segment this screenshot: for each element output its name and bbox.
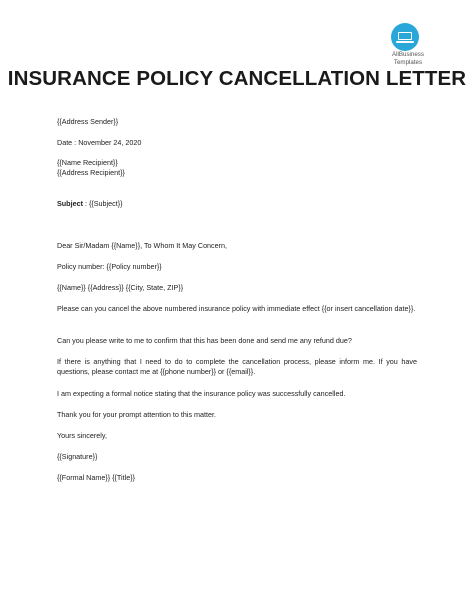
subject-line xyxy=(57,199,123,209)
policy-number: Policy number: {{Policy number}} xyxy=(57,262,162,271)
logo-line-1: AllBusiness xyxy=(392,51,424,58)
signature: {{Signature}} xyxy=(57,452,98,461)
subject-value: : {{Subject}} xyxy=(82,199,123,208)
paragraph-cancel: Please can you cancel the above numbered insurance policy with immediate effect {{or insert cancellation date}}. xyxy=(57,304,416,313)
document-title: INSURANCE POLICY CANCELLATION LETTER xyxy=(7,67,467,90)
name-address-line: {{Name}} {{Address}} {{City, State, ZIP}} xyxy=(57,283,184,292)
paragraph-expect: I am expecting a formal notice stating that the insurance policy was successfully cancelled. xyxy=(57,389,346,398)
logo-line-2: Templates xyxy=(393,58,423,66)
paragraph-anything: If there is anything that I need to do to complete the cancellation process, please inform me. If you have questions, please contact me at {{phone number}} or {{email}}. xyxy=(57,357,417,376)
logo-text xyxy=(384,51,432,66)
formal-name-title: {{Formal Name}} {{Title}} xyxy=(57,473,136,482)
address-recipient: {{Address Recipient}} xyxy=(57,168,125,177)
address-sender: {{Address Sender}} xyxy=(57,117,119,126)
laptop-base-icon xyxy=(396,41,414,43)
salutation: Dear Sir/Madam {{Name}}, To Whom It May Concern, xyxy=(57,241,228,250)
date-value: November 24, 2020 xyxy=(78,138,142,147)
subject-label: Subject xyxy=(57,199,83,208)
paragraph-thanks: Thank you for your prompt attention to this matter. xyxy=(57,410,217,419)
date-label: Date : xyxy=(57,138,79,147)
closing: Yours sincerely, xyxy=(57,431,107,440)
name-recipient: {{Name Recipient}} xyxy=(57,158,118,167)
date-line xyxy=(57,138,141,148)
paragraph-confirm: Can you please write to me to confirm that this has been done and send me any refund due? xyxy=(57,336,352,345)
laptop-icon xyxy=(398,32,412,40)
allbusiness-logo xyxy=(391,23,419,51)
